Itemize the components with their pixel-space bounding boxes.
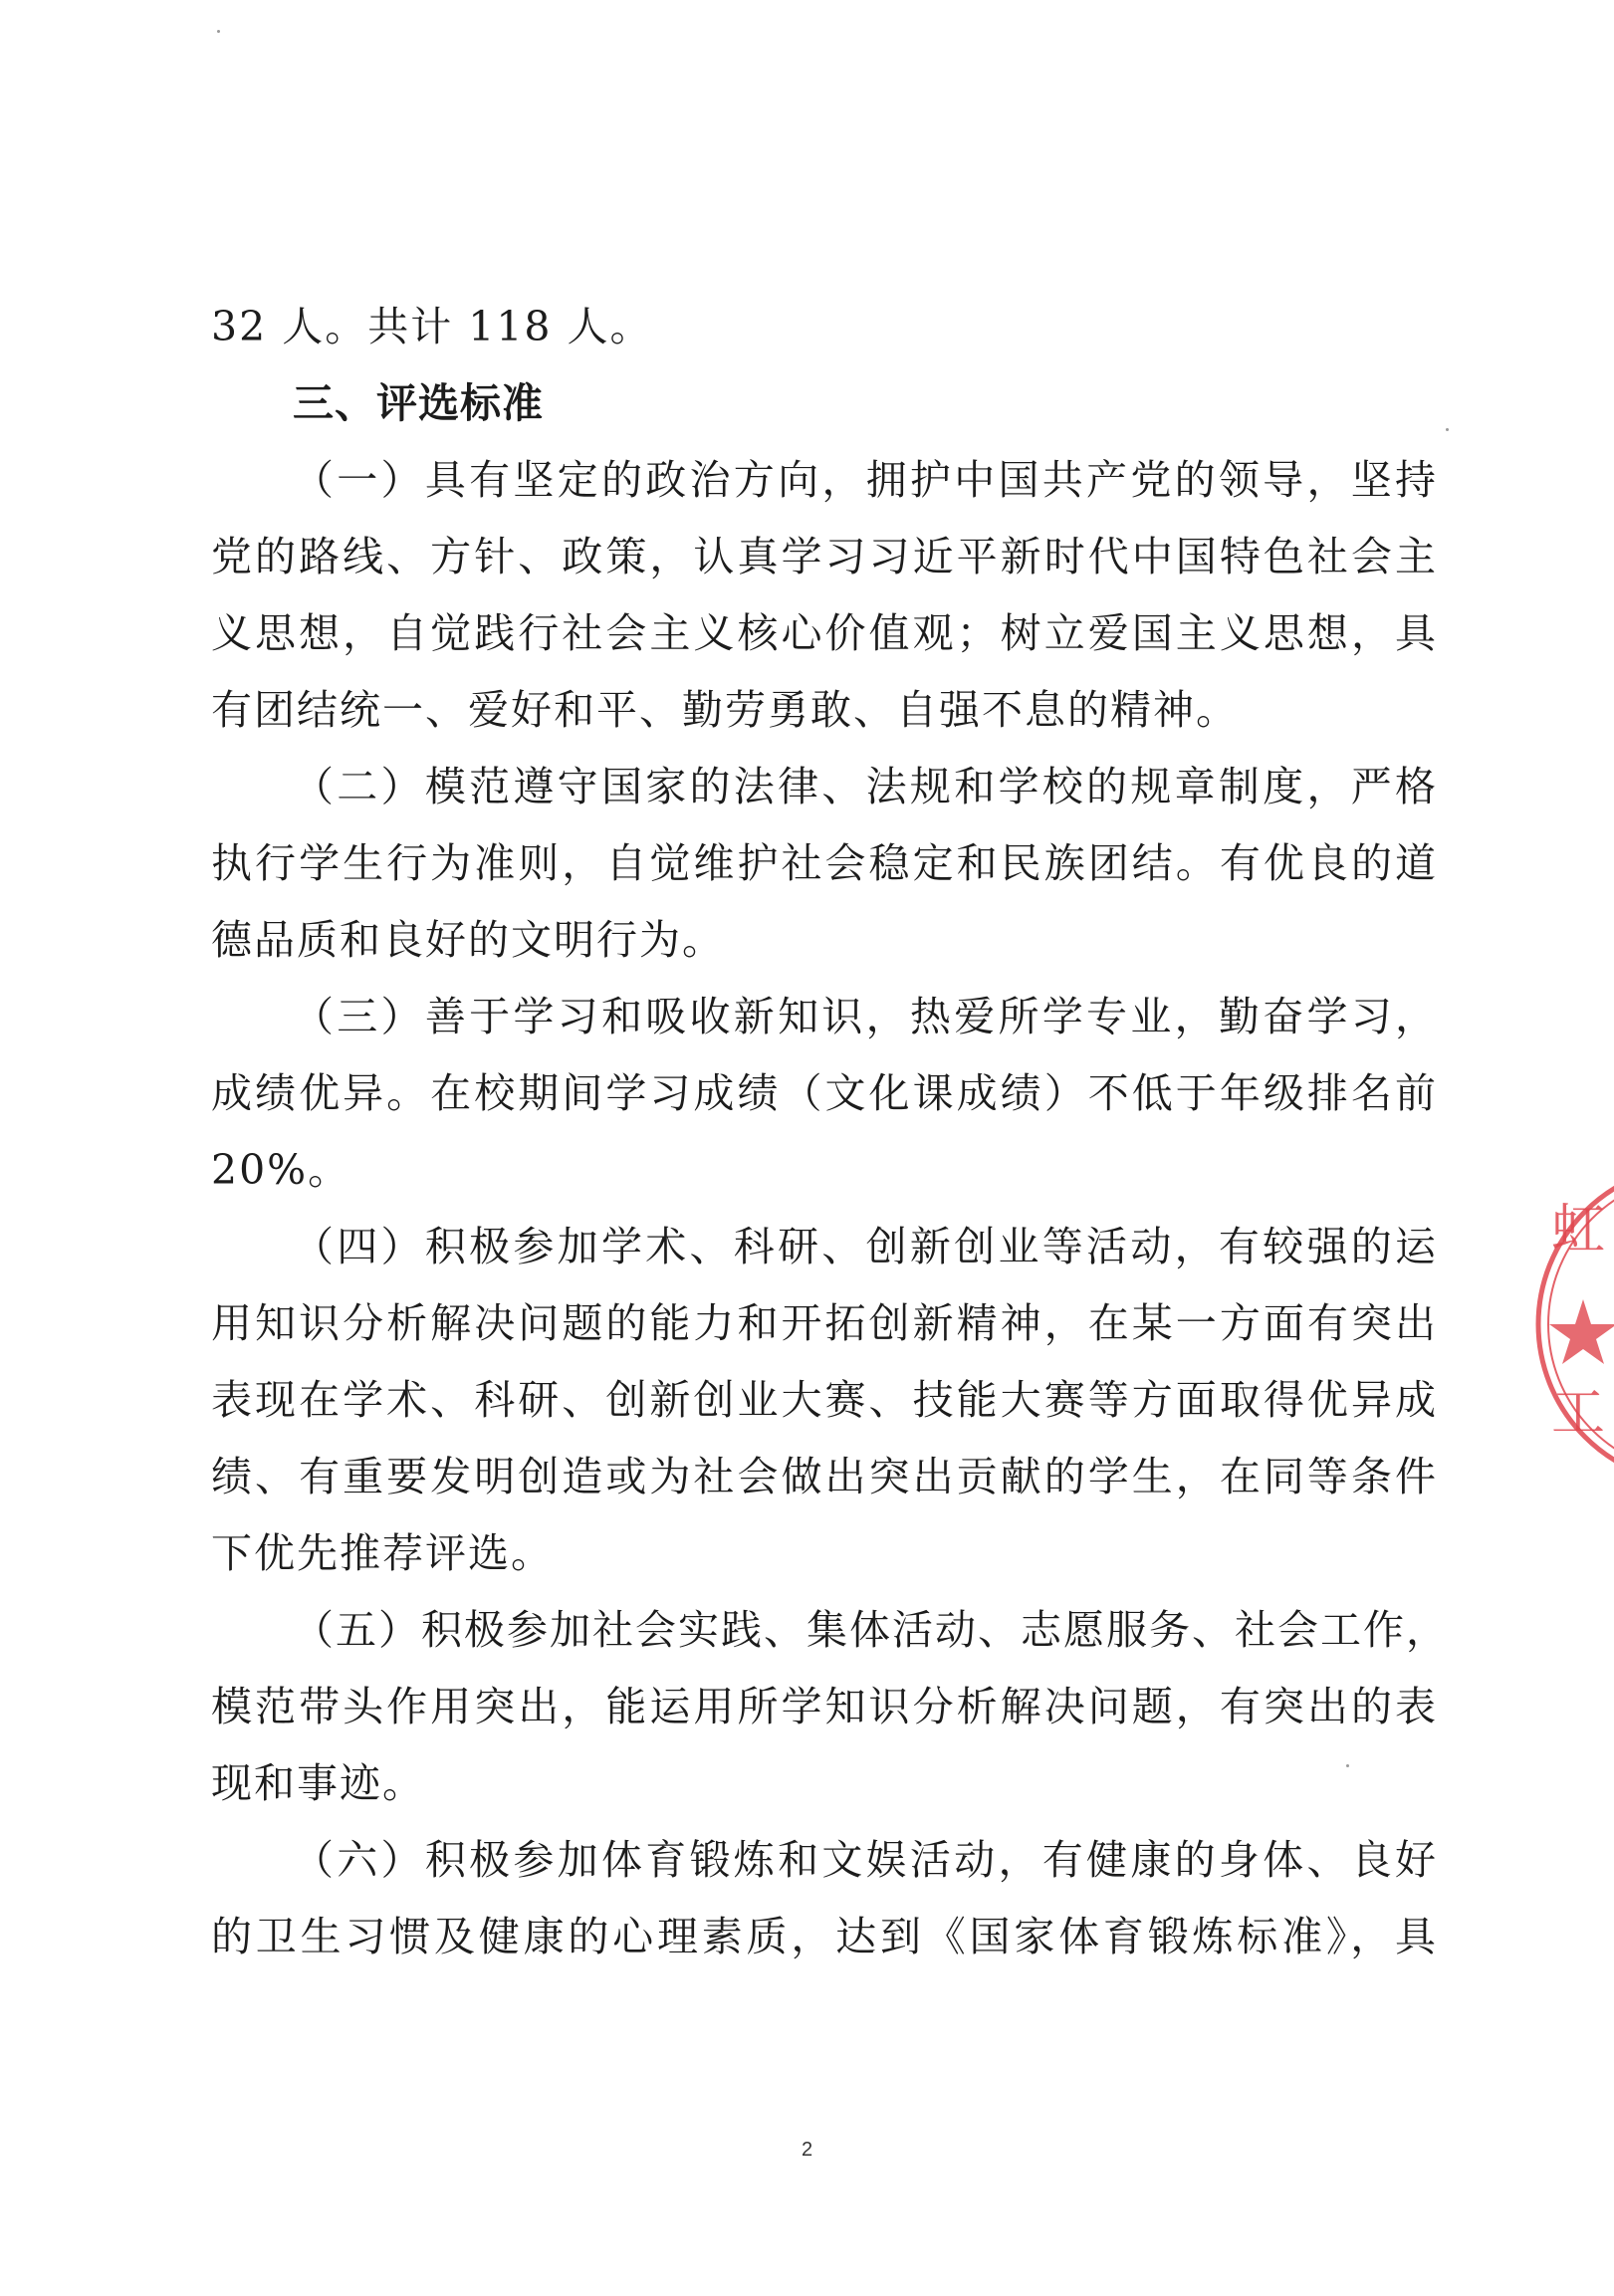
text-line: 成绩优异。在校期间学习成绩（文化课成绩）不低于年级排名前 xyxy=(211,1069,1438,1117)
text-line: 的卫生习惯及健康的心理素质，达到《国家体育锻炼标准》，具 xyxy=(211,1913,1438,1960)
text-line: 义思想，自觉践行社会主义核心价值观；树立爱国主义思想，具 xyxy=(211,609,1438,657)
scan-speck xyxy=(1346,1764,1349,1767)
red-seal-stamp xyxy=(1533,1160,1614,1489)
page-number: 2 xyxy=(801,2139,813,2161)
text-line: 模范带头作用突出，能运用所学知识分析解决问题，有突出的表 xyxy=(211,1683,1438,1730)
scan-speck xyxy=(1446,428,1449,431)
text-line: （四）积极参加学术、科研、创新创业等活动，有较强的运 xyxy=(293,1223,1438,1270)
text-line: （三）善于学习和吸收新知识，热爱所学专业，勤奋学习， xyxy=(293,993,1438,1040)
seal-fragment-top: 虹 xyxy=(1551,1198,1605,1261)
text-line: 用知识分析解决问题的能力和开拓创新精神，在某一方面有突出 xyxy=(211,1299,1438,1347)
text-line: 现和事迹。 xyxy=(211,1759,425,1807)
seal-star-icon xyxy=(1549,1299,1614,1364)
text-line: 德品质和良好的文明行为。 xyxy=(211,916,725,964)
text-line: （二）模范遵守国家的法律、法规和学校的规章制度，严格 xyxy=(293,763,1438,810)
text-line: （六）积极参加体育锻炼和文娱活动，有健康的身体、良好 xyxy=(293,1836,1438,1884)
document-body xyxy=(211,289,1449,1975)
seal-fragment-bottom: 工 xyxy=(1551,1381,1605,1444)
text-line: （五）积极参加社会实践、集体活动、志愿服务、社会工作， xyxy=(293,1606,1449,1654)
text-line: 执行学生行为准则，自觉维护社会稳定和民族团结。有优良的道 xyxy=(211,839,1438,887)
text-line: 20%。 xyxy=(211,1146,351,1194)
text-line: （一）具有坚定的政治方向，拥护中国共产党的领导，坚持 xyxy=(293,456,1438,504)
text-line: 有团结统一、爱好和平、勤劳勇敢、自强不息的精神。 xyxy=(211,686,1239,734)
text-line: 表现在学术、科研、创新创业大赛、技能大赛等方面取得优异成 xyxy=(211,1376,1438,1424)
text-line: 下优先推荐评选。 xyxy=(211,1529,554,1577)
text-line: 绩、有重要发明创造或为社会做出突出贡献的学生，在同等条件 xyxy=(211,1453,1438,1500)
text-line: 32 人。共计 118 人。 xyxy=(211,303,653,350)
scan-speck xyxy=(217,30,220,33)
text-line: 党的路线、方针、政策，认真学习习近平新时代中国特色社会主 xyxy=(211,533,1438,580)
section-heading: 三、评选标准 xyxy=(293,379,544,427)
